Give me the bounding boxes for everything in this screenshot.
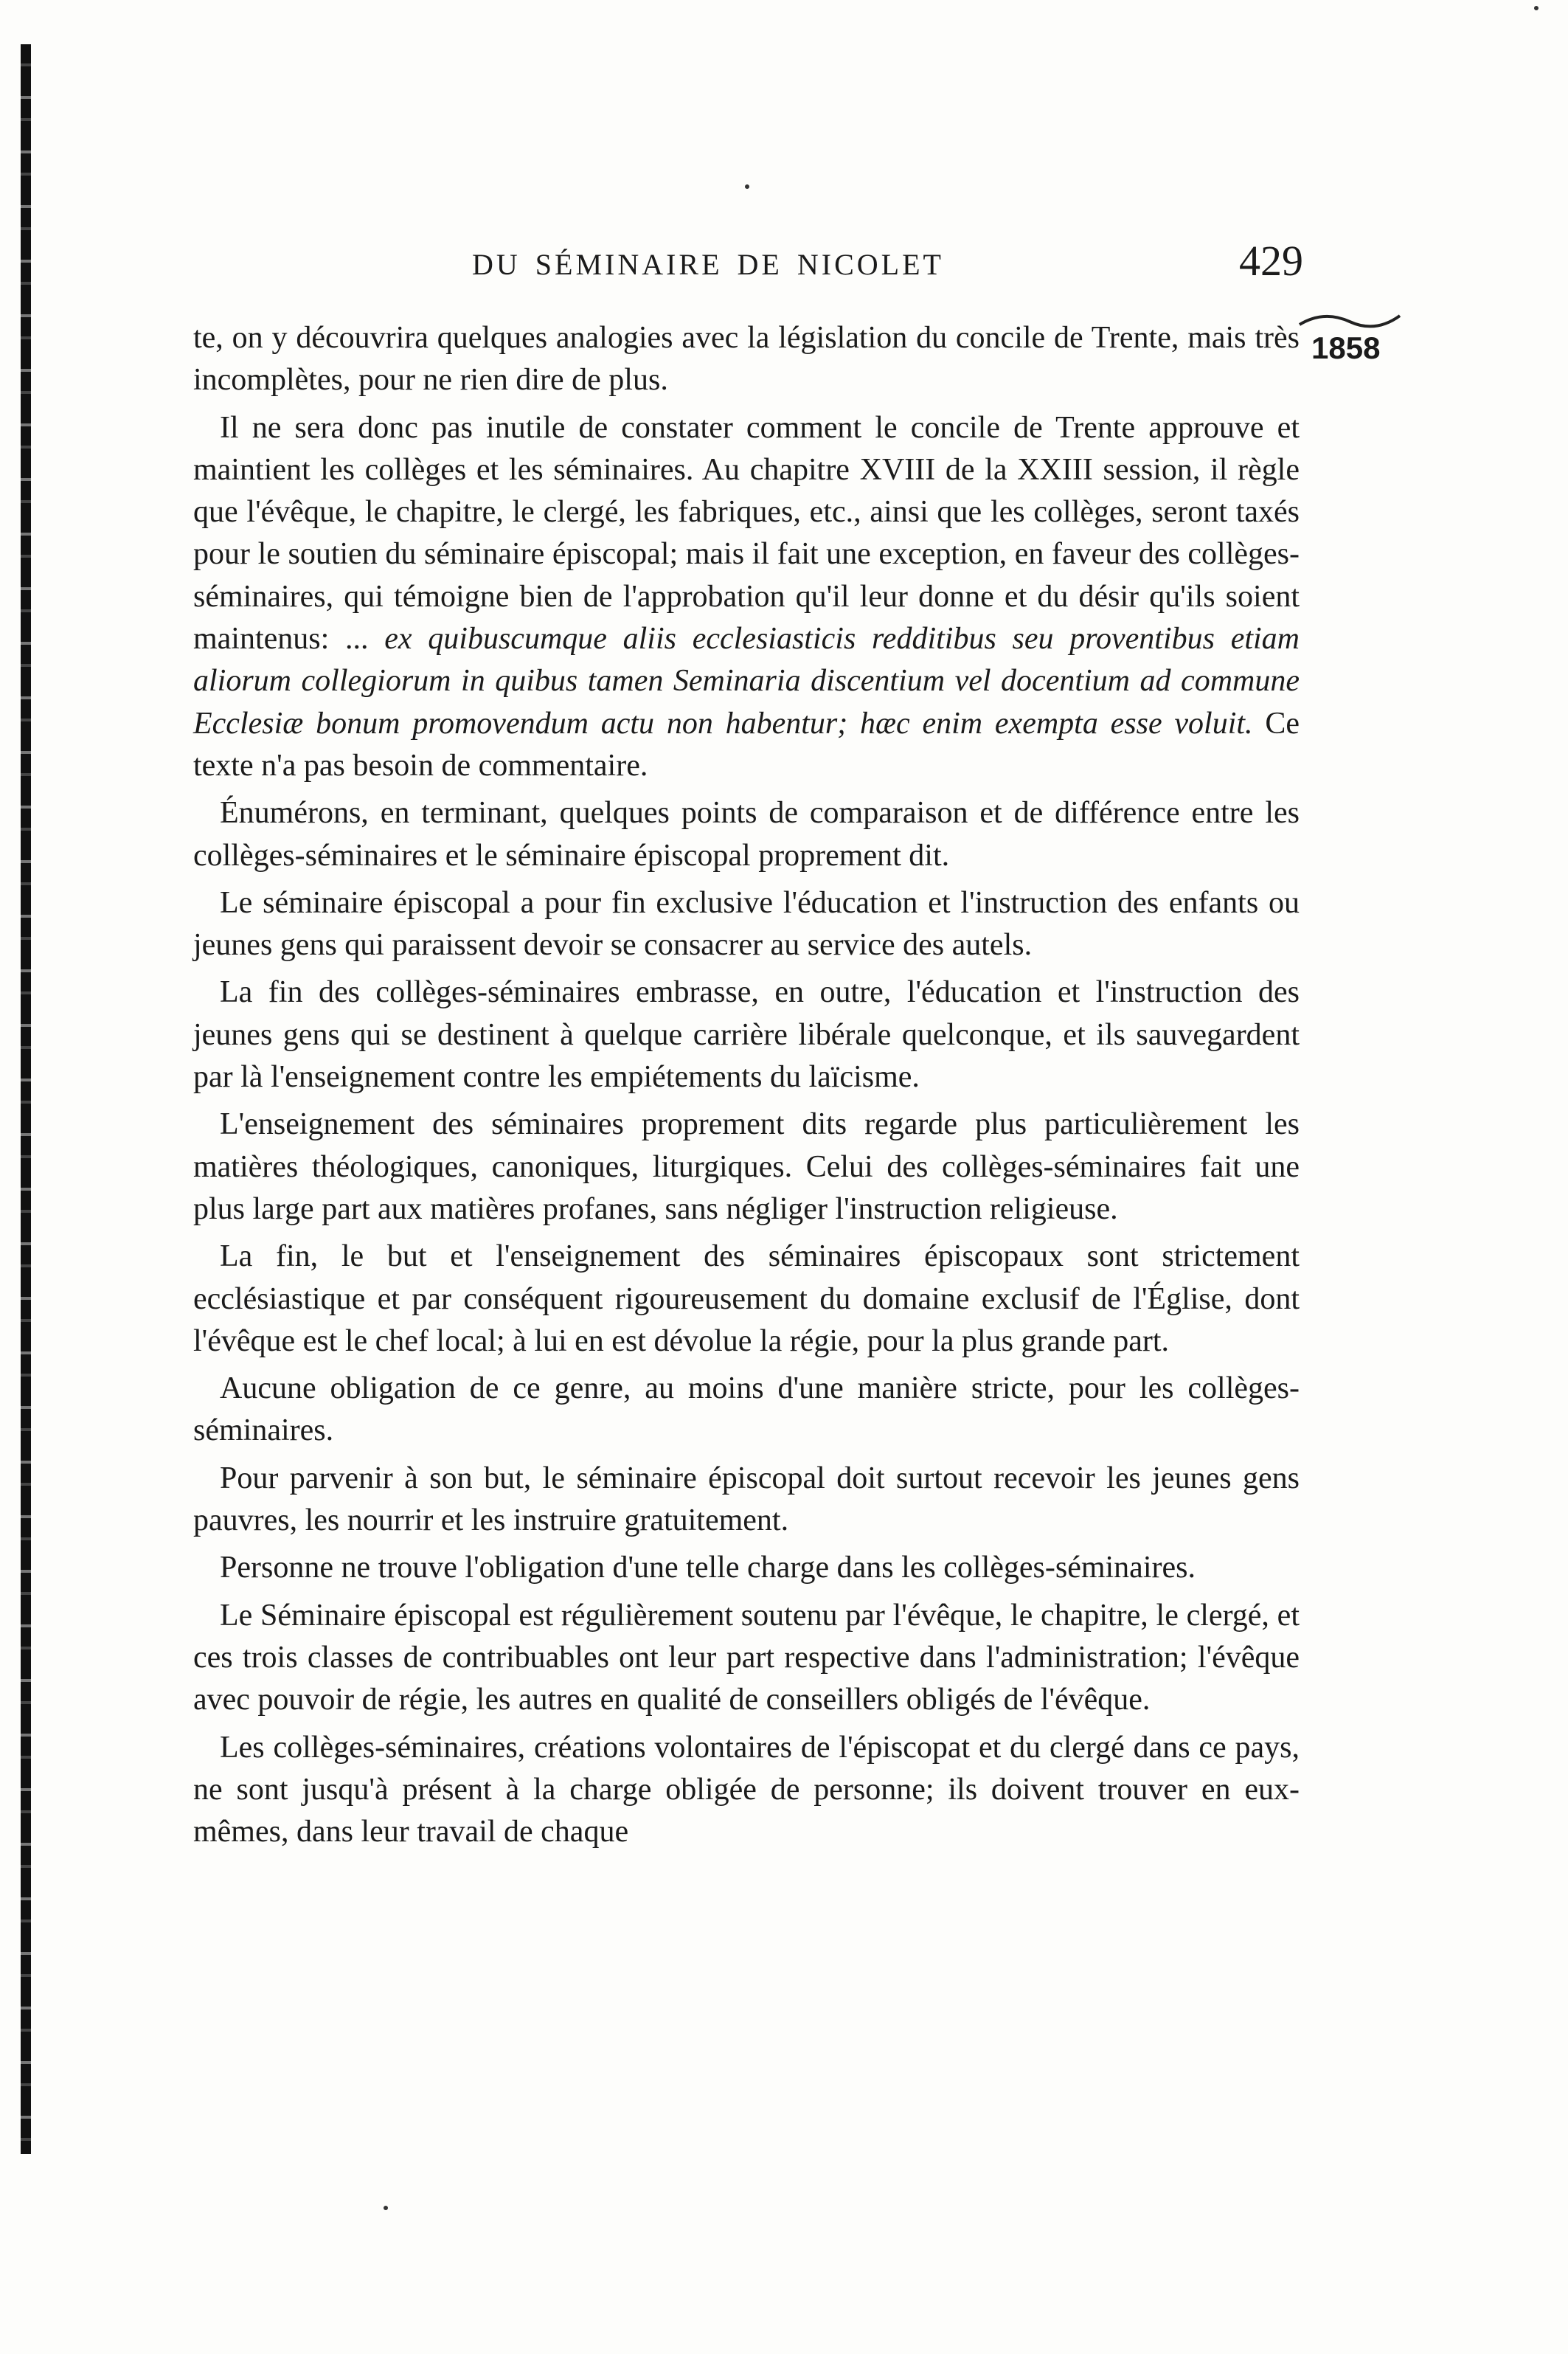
margin-year: 1858 <box>1311 330 1381 365</box>
ink-speck <box>384 2206 388 2210</box>
latin-quote: ex quibuscumque aliis ecclesiasticis redditibus seu proventibus etiam aliorum collegiorum in quibus tamen Seminaria discentium vel docentium ad commune Ecclesiæ bonum promovendum actu non habentur; hæc enim exempta esse voluit. <box>193 622 1300 741</box>
paragraph-6: L'enseignement des séminaires proprement dits regarde plus particulièrement les matières théologiques, canoniques, liturgiques. Celui des collèges-séminaires fait une plus large part aux matières profanes, sans négliger l'instruction religieuse. <box>193 1107 1300 1226</box>
page-number: 429 <box>1239 237 1303 285</box>
paragraph-2 <box>193 407 1300 788</box>
paragraph-9: Pour parvenir à son but, le séminaire épiscopal doit surtout recevoir les jeunes gens pauvres, les nourrir et les instruire gratuitement. <box>193 1461 1300 1538</box>
tilde-mark-icon <box>1298 308 1401 330</box>
quote-commentary: Ce texte n'a pas besoin de commentaire. <box>193 706 1300 783</box>
paragraph-5: La fin des collèges-séminaires embrasse, en outre, l'éducation et l'instruction des jeunes gens qui se destinent à quelque carrière libérale quelconque, et ils sauvegardent par là l'enseignement contre les empiétements du laïcisme. <box>193 975 1300 1095</box>
running-title: DU SÉMINAIRE DE NICOLET <box>472 248 944 281</box>
paragraph-10: Personne ne trouve l'obligation d'une telle charge dans les collèges-séminaires. <box>220 1551 1196 1585</box>
paragraph-8: Aucune obligation de ce genre, au moins d'une manière stricte, pour les collèges-séminaires. <box>193 1371 1300 1448</box>
paragraph-12: Les collèges-séminaires, créations volontaires de l'épiscopat et du clergé dans ce pays, ne sont jusqu'à présent à la charge obligée de personne; ils doivent trouver en eux-mêmes, dans leur travail de chaque <box>193 1730 1300 1849</box>
ink-speck <box>745 184 749 189</box>
paragraph-4: Le séminaire épiscopal a pour fin exclusive l'éducation et l'instruction des enfants ou jeunes gens qui paraissent devoir se consacrer au service des autels. <box>193 885 1300 963</box>
paragraph-1: te, on y découvrira quelques analogies avec la législation du concile de Trente, mais très incomplètes, pour ne rien dire de plus. <box>193 321 1300 398</box>
paragraph-2-text: Il ne sera donc pas inutile de constater comment le concile de Trente approuve et maintient les collèges et les séminaires. Au chapitre XVIII de la XXIII session, il règle que l'évêque, le chapitre, le clergé, les fabriques, etc., ainsi que les collèges, seront taxés pour le soutien du séminaire épiscopal; mais il fait une exception, en faveur des collèges-séminaires, qui témoigne bien de l'approbation qu'il leur donne et du désir qu'ils soient maintenus: <box>193 410 1300 657</box>
ink-speck <box>1534 6 1538 10</box>
paragraph-3: Énumérons, en terminant, quelques points de comparaison et de différence entre les collèges-séminaires et le séminaire épiscopal proprement dit. <box>193 796 1300 873</box>
body-text <box>193 317 1300 1858</box>
quote-ellipsis: ... <box>345 622 369 657</box>
paragraph-7: La fin, le but et l'enseignement des séminaires épiscopaux sont strictement ecclésiastique et par conséquent rigoureusement du domaine exclusif de l'Église, dont l'évêque est le chef local; à lui en est dévolue la régie, pour la plus grande part. <box>193 1239 1300 1358</box>
paragraph-11: Le Séminaire épiscopal est régulièrement soutenu par l'évêque, le chapitre, le clergé, et ces trois classes de contribuables ont leur part respective dans l'administration; l'évêque avec pouvoir de régie, les autres en qualité de conseillers obligés de l'évêque. <box>193 1598 1300 1717</box>
scan-binding-edge <box>21 44 31 2154</box>
